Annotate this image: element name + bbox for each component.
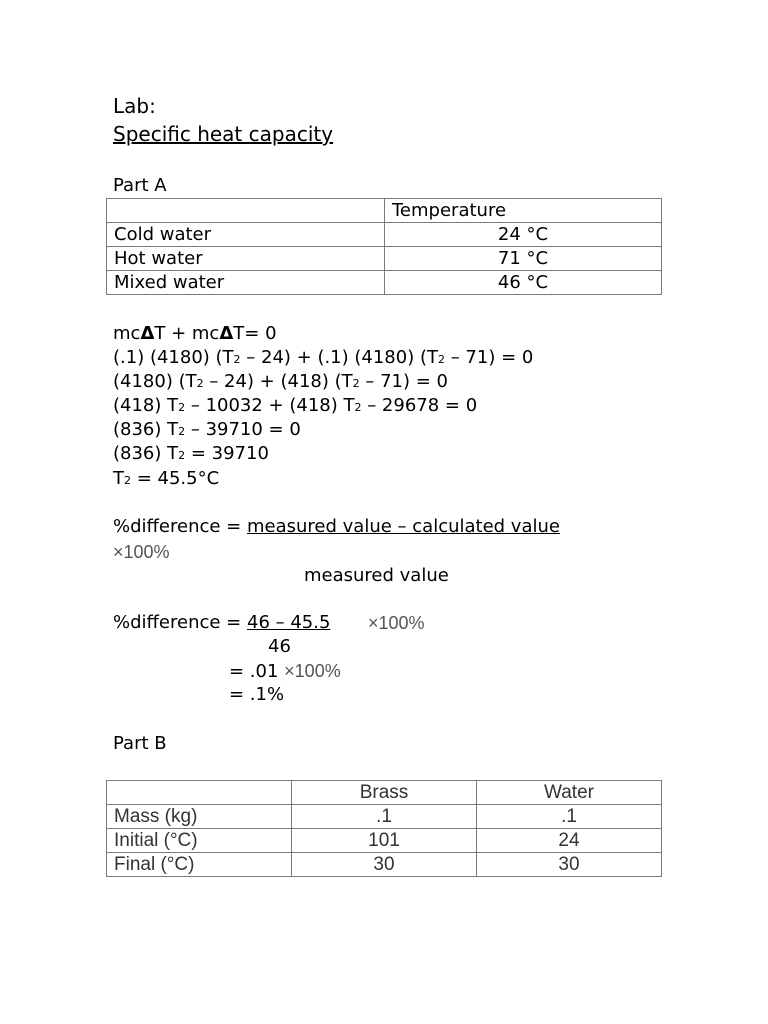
part-b-table xyxy=(106,780,662,877)
table-cell: 24 xyxy=(477,829,662,853)
eq-text: = 45.5°C xyxy=(131,468,220,489)
eq-subscript: 2 xyxy=(178,449,186,462)
table-row xyxy=(107,247,662,271)
eq-subscript: 2 xyxy=(178,425,186,438)
eq-subscript: 2 xyxy=(354,401,362,414)
eq-text: T + mc xyxy=(154,323,220,344)
formula-label: %difference = xyxy=(113,516,247,537)
table-row xyxy=(107,853,662,877)
table-row xyxy=(107,223,662,247)
table-cell: 30 xyxy=(477,853,662,877)
part-b-label: Part B xyxy=(113,733,167,754)
formula-denominator: measured value xyxy=(304,565,449,586)
difference-formula xyxy=(113,515,560,539)
lab-heading: Lab: xyxy=(113,94,156,118)
table-cell: .1 xyxy=(477,805,662,829)
equation-line-7 xyxy=(113,467,219,493)
table-row xyxy=(107,271,662,295)
page-title: Specific heat capacity xyxy=(113,122,334,146)
table-cell: Cold water xyxy=(107,223,385,247)
eq-text: = 39710 xyxy=(185,443,269,464)
eq-text: – 71) = 0 xyxy=(444,347,534,368)
table-header-row xyxy=(107,199,662,223)
calc-label: %difference = xyxy=(113,612,247,633)
eq-text: – 24) + (418) (T xyxy=(203,371,353,392)
table-cell: Initial (°C) xyxy=(107,829,292,853)
eq-text: (836) T xyxy=(113,443,179,464)
eq-subscript: 2 xyxy=(437,353,445,366)
eq-text: – 29678 = 0 xyxy=(361,395,478,416)
eq-text: – 39710 = 0 xyxy=(185,419,301,440)
eq-text: – 71) = 0 xyxy=(359,371,448,392)
equation-line-3 xyxy=(113,370,448,396)
table-header-temperature: Temperature xyxy=(385,199,662,223)
eq-text: mc xyxy=(113,323,141,344)
table-cell: 24 °C xyxy=(385,223,662,247)
table-cell: .1 xyxy=(292,805,477,829)
table-header-brass: Brass xyxy=(292,781,477,805)
calc-result-2: = .1% xyxy=(229,684,285,705)
equation-line-6 xyxy=(113,442,269,468)
table-cell: 30 xyxy=(292,853,477,877)
result-multiplier: ×100% xyxy=(284,661,341,681)
table-cell xyxy=(107,199,385,223)
eq-text: (836) T xyxy=(113,419,179,440)
eq-subscript: 2 xyxy=(124,474,131,487)
calc-multiplier: ×100% xyxy=(368,613,425,633)
formula-numerator: measured value – calculated value xyxy=(247,516,560,537)
table-header-row xyxy=(107,781,662,805)
calc-result-1 xyxy=(229,659,341,684)
table-cell: 101 xyxy=(292,829,477,853)
eq-text: (418) T xyxy=(113,395,179,416)
eq-text: (.1) (4180) (T xyxy=(113,347,234,368)
equation-line-2 xyxy=(113,346,533,372)
formula-multiplier: ×100% xyxy=(113,542,170,562)
part-a-table xyxy=(106,198,662,295)
equation-line-4 xyxy=(113,394,477,420)
table-header-water: Water xyxy=(477,781,662,805)
calc-numerator: 46 – 45.5 xyxy=(247,612,331,633)
eq-text: (4180) (T xyxy=(113,371,197,392)
table-cell: 46 °C xyxy=(385,271,662,295)
eq-subscript: 2 xyxy=(196,377,204,390)
eq-subscript: 2 xyxy=(352,377,360,390)
eq-text: T= 0 xyxy=(233,323,277,344)
table-row xyxy=(107,829,662,853)
calc-denominator: 46 xyxy=(268,636,291,657)
equation-line-1 xyxy=(113,322,277,346)
table-cell: Mass (kg) xyxy=(107,805,292,829)
difference-calculation xyxy=(113,611,330,635)
table-cell: Final (°C) xyxy=(107,853,292,877)
eq-text: – 10032 + (418) T xyxy=(185,395,355,416)
eq-subscript: 2 xyxy=(178,401,186,414)
table-cell: Hot water xyxy=(107,247,385,271)
part-a-label: Part A xyxy=(113,175,167,196)
table-cell xyxy=(107,781,292,805)
table-cell: 71 °C xyxy=(385,247,662,271)
result-text: = .01 xyxy=(229,661,285,682)
eq-subscript: 2 xyxy=(233,353,241,366)
table-row xyxy=(107,805,662,829)
delta-symbol: Δ xyxy=(140,323,155,344)
eq-text: T xyxy=(113,468,124,489)
equation-line-5 xyxy=(113,418,301,444)
delta-symbol: Δ xyxy=(219,323,234,344)
table-cell: Mixed water xyxy=(107,271,385,295)
eq-text: – 24) + (.1) (4180) (T xyxy=(240,347,438,368)
